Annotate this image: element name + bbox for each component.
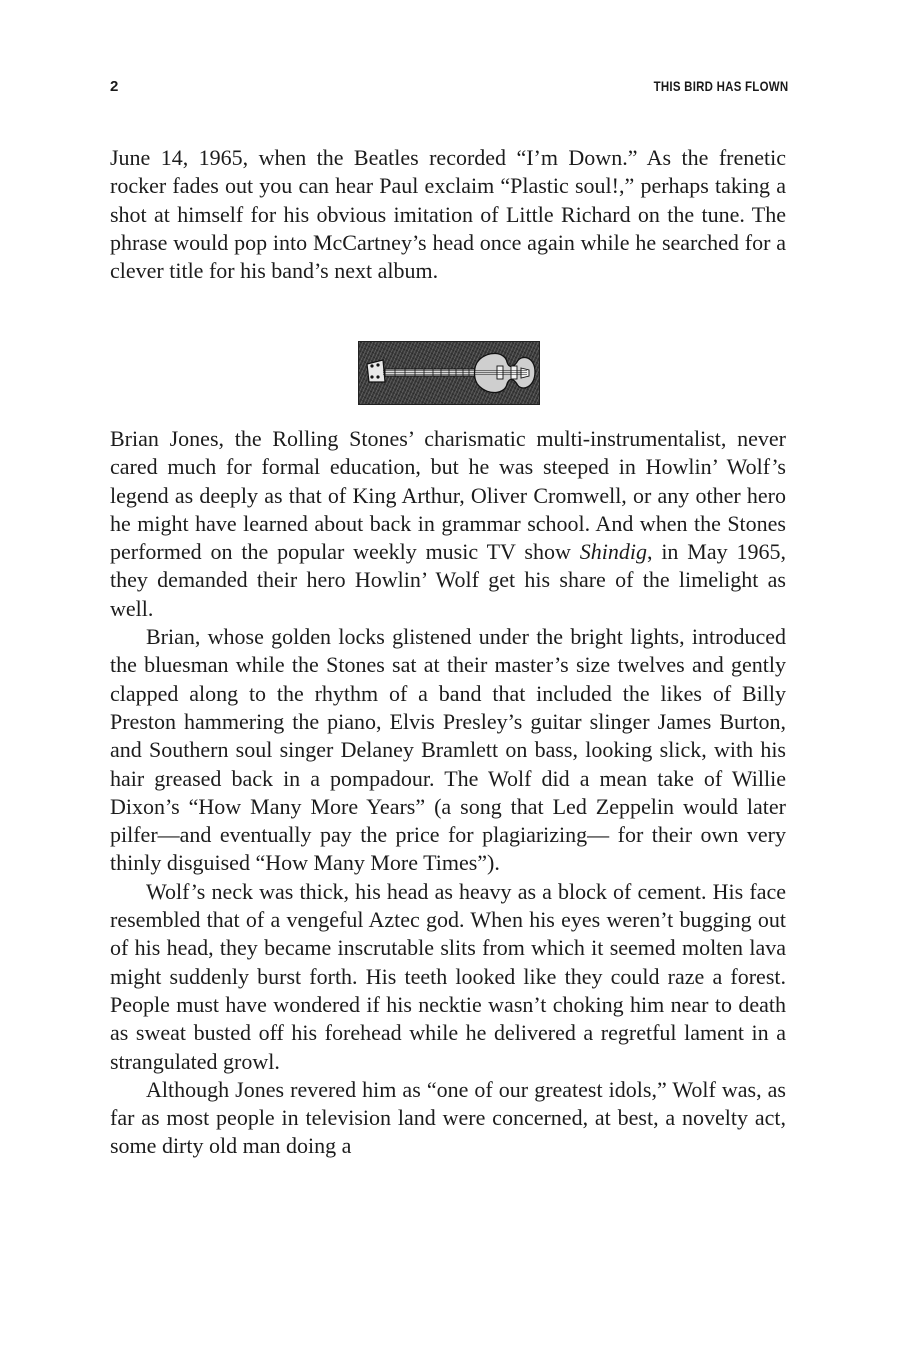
- paragraph-shindig-performance: Brian, whose golden locks glistened under the bright lights, introduced the bluesman while the Stones sat at their master’s size twelves and gently clapped along to the rhythm of a band that included the likes of Billy Preston hammering the piano, Elvis Presley’s guitar slinger James Burton, and Southern soul singer Delaney Bramlett on bass, looking slick, with his hair greased back in a pompadour. The Wolf did a mean take of Willie Dixon’s “How Many More Years” (a song that Led Zeppelin would later pilfer—and eventually pay the price for plagiarizing— for their own very thinly disguised “How Many More Times”).: [110, 624, 786, 876]
- page-number: 2: [110, 78, 119, 95]
- paragraph-text: , in May 1965, they demanded their hero Howlin’ Wolf get his share of the limelight as well.: [110, 539, 786, 621]
- paragraph-novelty-act: Although Jones revered him as “one of our greatest idols,” Wolf was, as far as most people in television land were concerned, at best, a novelty act, some dirty old man doing a: [110, 1076, 786, 1159]
- text-block-top: [110, 144, 786, 285]
- paragraph-brian-jones: [110, 425, 786, 623]
- running-title: THIS BIRD HAS FLOWN: [653, 78, 788, 94]
- show-title: Shindig: [579, 539, 647, 565]
- running-head: [110, 78, 788, 98]
- paragraph-text: Brian Jones, the Rolling Stones’ charismatic multi-instrumentalist, never cared much for formal education, but he was steeped in Howlin’ Wolf’s legend as deeply as that of King Arthur, Oliver Cromwell, or any other hero he might have learned about back in grammar school. And when the Stones performed on the popular weekly music TV show: [110, 426, 786, 565]
- paragraph-wolf-description: Wolf’s neck was thick, his head as heavy as a block of cement. His face resembled that of a vengeful Aztec god. When his eyes weren’t bugging out of his head, they became inscrutable slits from which it seemed molten lava might suddenly burst forth. His teeth looked like they could raze a forest. People must have wondered if his necktie wasn’t choking him near to death as sweat busted off his forehead while he delivered a regretful lament in a strangulated growl.: [110, 878, 786, 1074]
- paragraph-continued: June 14, 1965, when the Beatles recorded “I’m Down.” As the frenetic rocker fades out you can hear Paul exclaim “Plastic soul!,” perhaps taking a shot at himself for his obvious imitation of Little Richard on the tune. The phrase would pop into McCartney’s head once again while he searched for a clever title for his band’s next album.: [110, 145, 786, 284]
- text-block-main: [110, 425, 786, 1161]
- guitar-icon: [358, 341, 540, 405]
